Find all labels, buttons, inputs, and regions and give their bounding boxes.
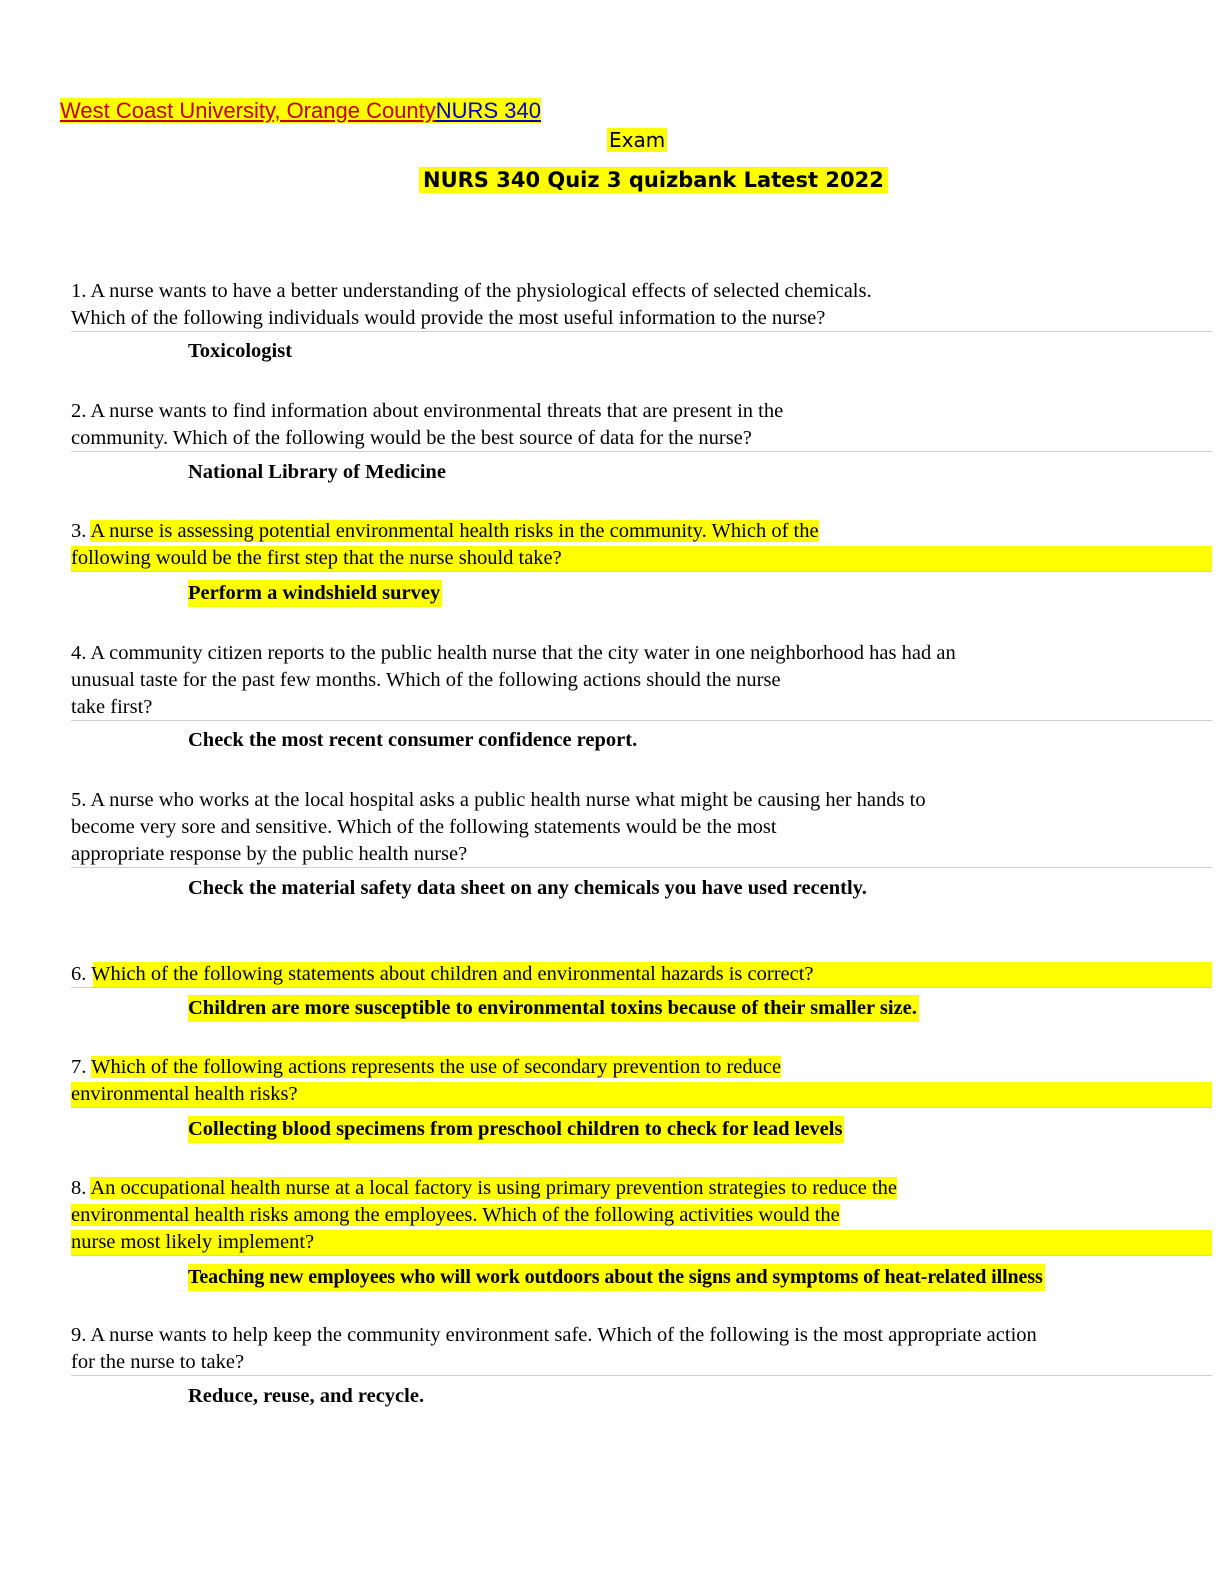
question-number: 1.: [71, 280, 87, 302]
question-text: Which of the following individuals would provide the most useful information to the nurse?: [71, 307, 826, 329]
header-link[interactable]: [60, 98, 541, 124]
answer-6: Children are more susceptible to environmental toxins because of their smaller size.: [188, 995, 919, 1022]
answer-3: Perform a windshield survey: [188, 580, 442, 607]
question-line: [71, 518, 1212, 545]
question-line: [71, 961, 1212, 988]
exam-label: Exam: [609, 128, 666, 152]
question-line: [71, 814, 1212, 841]
answer-8: Teaching new employees who will work outdoors about the signs and symptoms of heat-related illness: [188, 1264, 1045, 1291]
question-2: [71, 398, 1212, 452]
answer-5: Check the material safety data sheet on any chemicals you have used recently.: [188, 877, 867, 899]
question-number: 5.: [71, 789, 87, 811]
question-5: [71, 787, 1212, 868]
question-line: [71, 1229, 1212, 1256]
question-text: become very sore and sensitive. Which of the following statements would be the most: [71, 816, 777, 838]
answer-4: Check the most recent consumer confidence report.: [188, 729, 638, 751]
question-number: 4.: [71, 642, 87, 664]
question-line: [71, 787, 1212, 814]
question-text: A nurse who works at the local hospital asks a public health nurse what might be causing her hands to: [90, 789, 926, 811]
document-title: NURS 340 Quiz 3 quizbank Latest 2022: [419, 167, 888, 193]
question-line: [71, 1322, 1212, 1349]
question-number: 3.: [71, 520, 87, 542]
question-1: [71, 278, 1212, 332]
question-line: [71, 545, 1212, 572]
question-text: appropriate response by the public health nurse?: [71, 843, 468, 865]
university-name[interactable]: West Coast University, Orange County: [60, 98, 436, 123]
question-8: [71, 1175, 1212, 1256]
question-7: [71, 1054, 1212, 1108]
question-line: [71, 1349, 1212, 1376]
question-text: environmental health risks?: [71, 1083, 298, 1105]
question-text: Which of the following actions represents the use of secondary prevention to reduce: [91, 1056, 782, 1078]
question-line: [71, 1175, 1212, 1202]
question-text: following would be the first step that the nurse should take?: [71, 547, 562, 569]
question-6: [71, 961, 1212, 988]
question-text: A nurse wants to help keep the community environment safe. Which of the following is the most appropriate action: [90, 1324, 1037, 1346]
question-line: [71, 640, 1212, 667]
question-line: [71, 278, 1212, 305]
question-text: Which of the following statements about children and environmental hazards is correct?: [91, 963, 814, 985]
question-number: 6.: [71, 963, 87, 985]
question-text: take first?: [71, 696, 153, 718]
answer-9: Reduce, reuse, and recycle.: [188, 1385, 425, 1407]
question-line: [71, 398, 1212, 425]
question-number: 8.: [71, 1177, 87, 1199]
question-line: [71, 841, 1212, 868]
question-line: [71, 667, 1212, 694]
question-line: [71, 425, 1212, 452]
question-line: [71, 694, 1212, 721]
question-number: 9.: [71, 1324, 87, 1346]
question-text: unusual taste for the past few months. Which of the following actions should the nurse: [71, 669, 781, 691]
question-number: 2.: [71, 400, 87, 422]
question-4: [71, 640, 1212, 721]
question-number: 7.: [71, 1056, 87, 1078]
question-text: An occupational health nurse at a local factory is using primary prevention strategies to reduce the: [90, 1177, 897, 1199]
question-text: environmental health risks among the employees. Which of the following activities would the: [71, 1204, 840, 1226]
question-line: [71, 1202, 1212, 1229]
question-line: [71, 1081, 1212, 1108]
question-line: [71, 1054, 1212, 1081]
question-text: nurse most likely implement?: [71, 1231, 315, 1253]
answer-7: Collecting blood specimens from preschool children to check for lead levels: [188, 1116, 844, 1143]
question-text: community. Which of the following would be the best source of data for the nurse?: [71, 427, 752, 449]
answer-1: Toxicologist: [188, 340, 293, 362]
question-text: A nurse wants to have a better understanding of the physiological effects of selected chemicals.: [90, 280, 872, 302]
question-text: A nurse is assessing potential environmental health risks in the community. Which of the: [90, 520, 819, 542]
course-code[interactable]: NURS 340: [435, 98, 541, 123]
answer-2: National Library of Medicine: [188, 461, 446, 483]
question-line: [71, 305, 1212, 332]
question-text: A nurse wants to find information about environmental threats that are present in the: [90, 400, 784, 422]
question-3: [71, 518, 1212, 572]
question-text: for the nurse to take?: [71, 1351, 245, 1373]
question-text: A community citizen reports to the public health nurse that the city water in one neighborhood has had an: [90, 642, 956, 664]
question-9: [71, 1322, 1212, 1376]
